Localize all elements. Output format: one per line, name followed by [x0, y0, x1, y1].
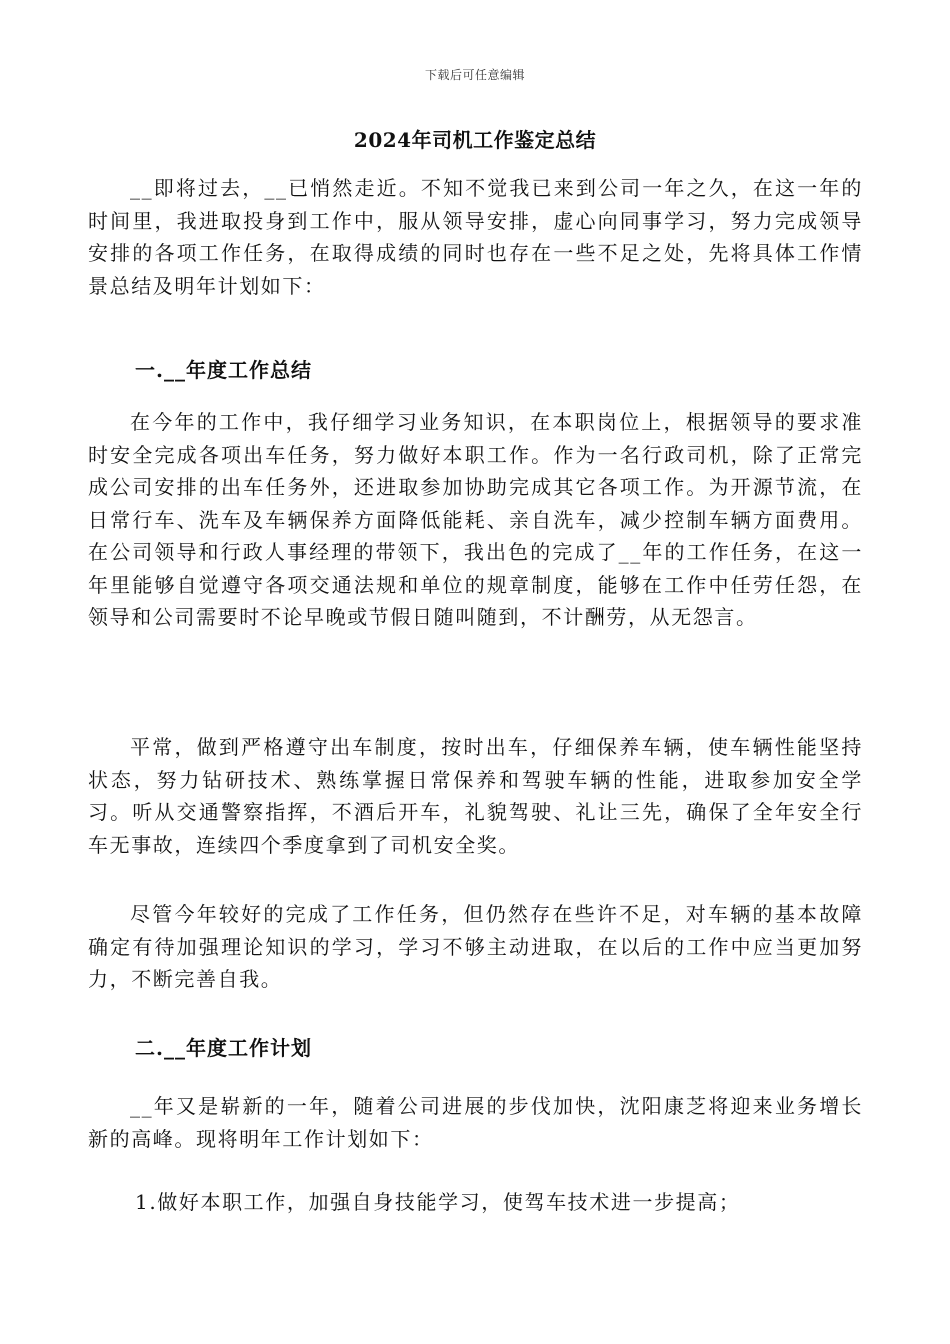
- summary-paragraph-3: 尽管今年较好的完成了工作任务，但仍然存在些许不足，对车辆的基本故障确定有待加强理论知识的学习，学习不够主动进取，在以后的工作中应当更加努力，不断完善自我。: [88, 902, 863, 991]
- intro-paragraph: __即将过去，__已悄然走近。不知不觉我已来到公司一年之久，在这一年的时间里，我进取投身到工作中，服从领导安排，虚心向同事学习，努力完成领导安排的各项工作任务，在取得成绩的同时也存在一些不足之处，先将具体工作情景总结及明年计划如下：: [88, 176, 863, 298]
- plan-paragraph-1: __年又是崭新的一年，随着公司进展的步伐加快，沈阳康芝将迎来业务增长新的高峰。现将明年工作计划如下：: [88, 1094, 863, 1151]
- section-heading-plan: 二.__年度工作计划: [135, 1036, 312, 1060]
- header-note: 下载后可任意编辑: [424, 68, 525, 82]
- document-title: 2024年司机工作鉴定总结: [353, 128, 597, 152]
- summary-paragraph-2: 平常，做到严格遵守出车制度，按时出车，仔细保养车辆，使车辆性能坚持状态，努力钻研技术、熟练掌握日常保养和驾驶车辆的性能，进取参加安全学习。听从交通警察指挥，不酒后开车，礼貌驾驶、礼让三先，确保了全年安全行车无事故，连续四个季度拿到了司机安全奖。: [88, 735, 863, 857]
- summary-paragraph-1: 在今年的工作中，我仔细学习业务知识，在本职岗位上，根据领导的要求准时安全完成各项出车任务，努力做好本职工作。作为一名行政司机，除了正常完成公司安排的出车任务外，还进取参加协助完成其它各项工作。为开源节流，在日常行车、洗车及车辆保养方面降低能耗、亲自洗车，减少控制车辆方面费用。在公司领导和行政人事经理的带领下，我出色的完成了__年的工作任务，在这一年里能够自觉遵守各项交通法规和单位的规章制度，能够在工作中任劳任怨，在领导和公司需要时不论早晚或节假日随叫随到，不计酬劳，从无怨言。: [88, 410, 863, 629]
- plan-list-item-1: 1.做好本职工作，加强自身技能学习，使驾车技术进一步提高；: [135, 1190, 741, 1214]
- section-heading-summary: 一.__年度工作总结: [135, 358, 312, 382]
